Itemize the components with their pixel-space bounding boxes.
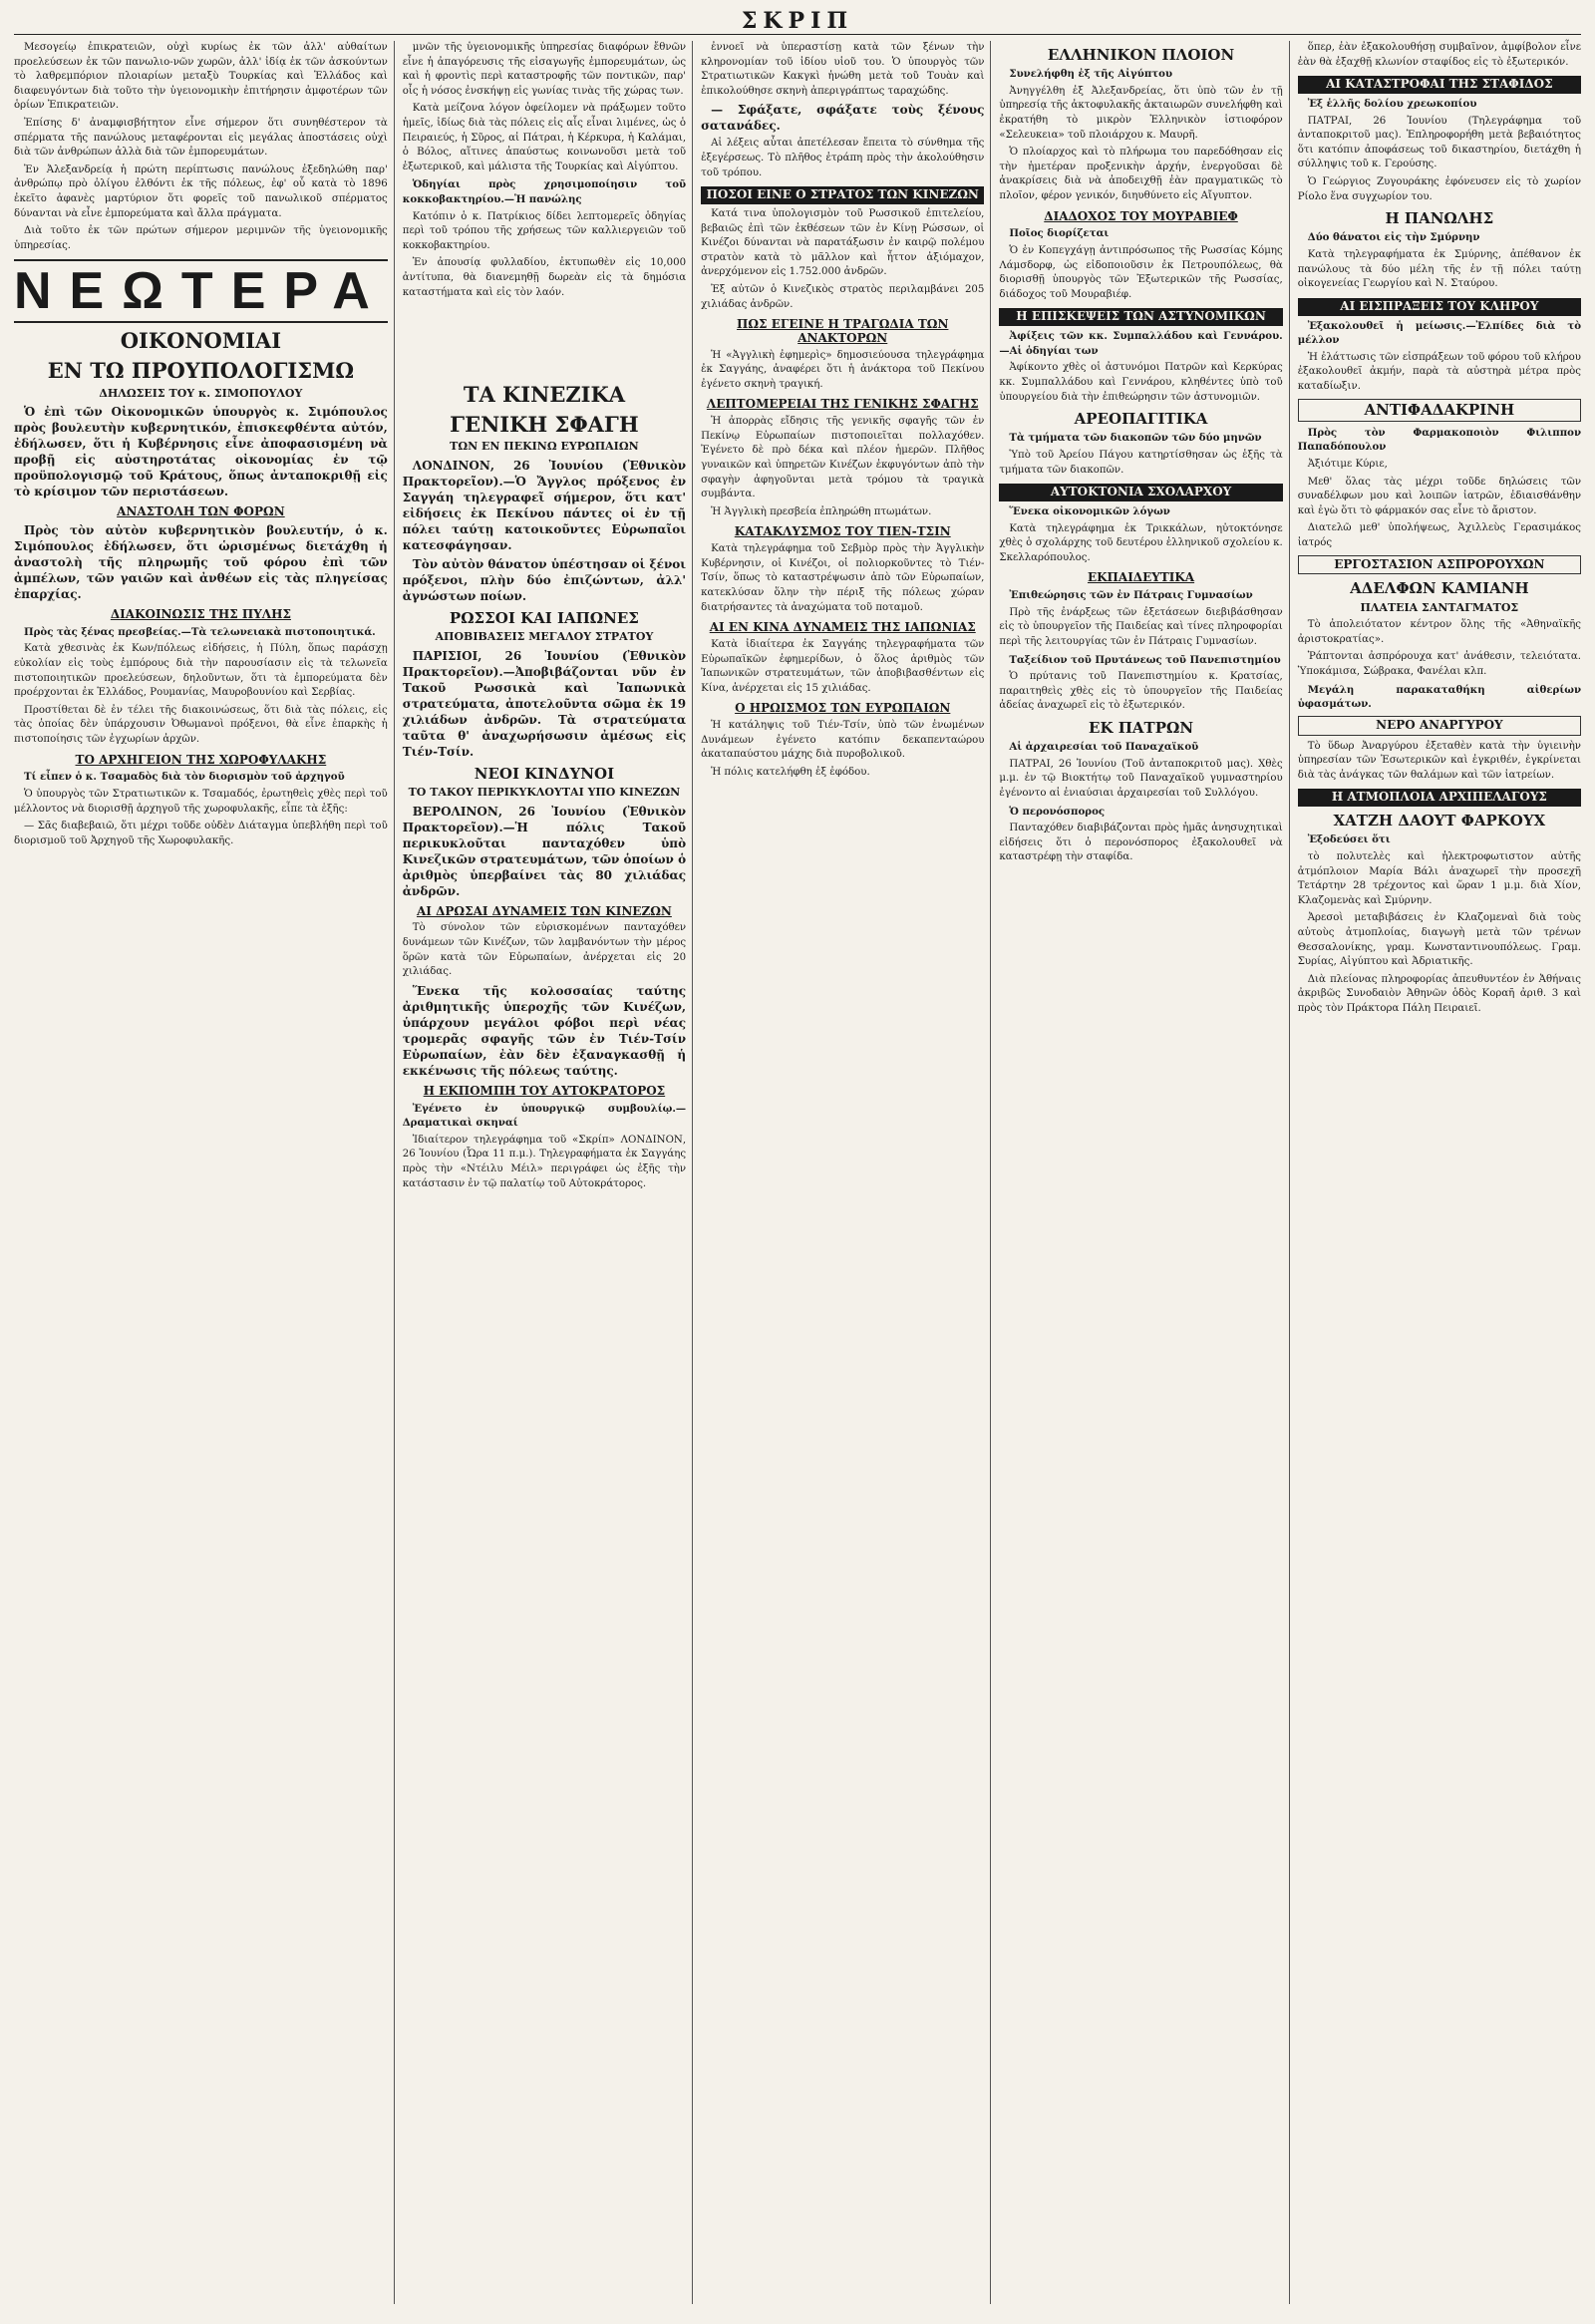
paragraph: Ἀφίξεις τῶν κκ. Συμπαλλάδου καὶ Γεννάρου.—Αἱ ὁδηγίαι των [999,330,1283,357]
paragraph: Κατόπιν ὁ κ. Πατρίκιος δίδει λεπτομερεῖς ὁδηγίας περὶ τοῦ τρόπου τῆς χρήσεως τῶν καλλιεργειῶν τοῦ κοκκοβακτηρίου. [402,210,687,251]
paragraph: Ἡ κατάληψις τοῦ Τιέν-Τσίν, ὑπὸ τῶν ἐνωμένων Δυνάμεων ἐγένετο κατόπιν δεκαπενταώρου ἀκαταπαύστου μάχης διὰ πυροβολικοῦ. [701,720,985,761]
paragraph: Μεθ' ὅλας τὰς μέχρι τοῦδε δηλώσεις τῶν συναδέλφων μου καὶ λοιπῶν ἰατρῶν, ἐδιαισθάνθην καὶ ἐγὼ ὅτι τὸ φάρμακόν σας εἶνε τὸ ἄριστον. [1297,476,1582,516]
paragraph: Ἡ πόλις κατελήφθη ἐξ ἐφόδου. [711,766,870,778]
headline-xatzi: ΧΑΤΖΗ ΔΑΟΥΤ ΦΑΡΚΟΥΧ [1333,812,1546,830]
subheadline-pekino: ΤΩΝ ΕΝ ΠΕΚΙΝΩ ΕΥΡΩΠΑΙΩΝ [450,440,639,454]
paragraph: Μεγάλη παρακαταθήκη αἰθερίων ὑφασμάτων. [1297,683,1582,711]
headline-rwssoi: ΡΩΣΣΟΙ ΚΑΙ ΙΑΠΩΝΕΣ [449,608,639,627]
lead-paragraph: ΛΟΝΔΙΝΟΝ, 26 Ἰουνίου (Ἐθνικὸν Πρακτορεῖον).—Ὁ Ἄγγλος πρόξενος ἐν Σαγγάη τηλεγραφεῖ σήμερον, ὅτι κατ' εἰδήσεις ἐκ Πεκίνου πάντες οἱ ἐν τῇ πόλει ταύτῃ κατοικοῦντες Εὐρωπαῖοι κατεσφάγησαν. [402,458,687,552]
headline-arxigeion: ΤΟ ΑΡΧΗΓΕΙΟΝ ΤΗΣ ΧΩΡΟΦΥΛΑΚΗΣ [75,752,327,767]
paragraph: τὸ πολυτελὲς καὶ ἠλεκτροφωτιστον αὐτῆς ἀτμόπλοιον Μαρία Βάλι ἀναχωρεῖ τὴν προσεχῆ Τετάρτην 28 τρέχοντος καὶ ὥραν 1 μ.μ. διὰ Χίον, Κλαζομενὰς καὶ Σμύρνην. [1297,850,1582,906]
headline-atmoploia: Η ΑΤΜΟΠΛΟΙΑ ΑΡΧΙΠΕΛΑΓΟΥΣ [1298,789,1581,807]
paragraph: Ὁ ἐν Κοπεγχάγῃ ἀντιπρόσωπος τῆς Ρωσσίας Κόμης Λάμσδορφ, ὡς εἰδοποιοῦσιν ἐκ Πετρουπόλεως, θὰ διορισθῇ ὑπουργὸς τῶν Ἐξωτερικῶν τῆς Ρωσσίας, διάδοχος τοῦ Μουραβιέφ. [999,244,1283,300]
headline-anastoli: ΑΝΑΣΤΟΛΗ ΤΩΝ ΦΟΡΩΝ [117,504,285,519]
headline-proypologismo: ΕΝ ΤΩ ΠΡΟΥΠΟΛΟΓΙΣΜΩ [47,358,355,384]
paragraph: ὅπερ, ἐὰν ἐξακολουθήσῃ συμβαῖνον, ἀμφίβολον εἶνε ἐὰν θὰ ἐξαχθῇ κλωνίον σταφίδος εἰς τὸ ἐξωτερικόν. [1297,42,1582,68]
paragraph: Αἱ ἀρχαιρεσίαι τοῦ Παναχαϊκοῦ [1009,741,1199,754]
paragraph: Ἡ Ἀγγλικὴ πρεσβεία ἐπληρώθη πτωμάτων. [711,505,932,517]
paragraph: Ὁ Γεώργιος Ζυγουράκης ἐφόνευσεν εἰς τὸ χωρίον Ρίολο ἕνα συγχωρίον του. [1297,175,1582,202]
headline-ekpaideytika: ΕΚΠΑΙΔΕΥΤΙΚΑ [1087,570,1195,585]
paragraph: Ὑπὸ τοῦ Ἀρείου Πάγου κατηρτίσθησαν ὡς ἑξῆς τὰ τμήματα τῶν διακοπῶν. [999,449,1283,476]
paragraph: Πρὸς τὰς ξένας πρεσβείας.—Τὰ τελωνειακὰ πιστοποιητικά. [24,625,376,638]
headline-ek-patron: ΕΚ ΠΑΤΡΩΝ [1089,718,1194,737]
headline-diakoinosis: ΔΙΑΚΟΙΝΩΣΙΣ ΤΗΣ ΠΥΛΗΣ [110,606,291,621]
paragraph: Αἱ λέξεις αὗται ἀπετέλεσαν ἔπειτα τὸ σύνθημα τῆς ἐξεγέρσεως. Τὸ πλῆθος ἐτράπη πρὸς τὴν ἀκολούθησιν τοῦ τρόπου. [701,138,985,178]
column-2 [403,41,693,2304]
paragraph: μνῶν τῆς ὑγειονομικῆς ὑπηρεσίας διαφόρων ἔθνῶν εἶνε ἡ ἀπαγόρευσις τῆς εἰσαγωγῆς ἐμπορευμάτων, ὡς καὶ ἡ φροντὶς περὶ καταστροφῆς τῶν ποντικῶν, παρ' οἷς ἡ νόσος ἐνσκήψῃ εἰς γωνίας τινὰς τῆς χώρας των. [402,42,687,97]
paragraph: Διὰ πλείονας πληροφορίας ἀπευθυντέον ἐν Ἀθήναις ἀκριβῶς Συνοδαιὸν Ἀθηνῶν ὁδὸς Κοραῆ ἀριθ. 3 καὶ πρὸς τὸν Πράκτορα Πάλη Πειραιεῖ. [1297,973,1582,1014]
headline-areopagitika: ΑΡΕΟΠΑΓΙΤΙΚΑ [1074,410,1208,429]
headline-iapwnia: ΑΙ ΕΝ ΚΙΝΑ ΔΥΝΑΜΕΙΣ ΤΗΣ ΙΑΠΩΝΙΑΣ [709,620,976,635]
lead-paragraph: Ὁ ἐπὶ τῶν Οἰκονομικῶν ὑπουργὸς κ. Σιμόπουλος πρὸς βουλευτὴν κυβερνητικόν, ἐπισκεφθέντα αὐτόν, ἐδήλωσεν, ὅτι ἡ Κυβέρνησις εἶνε ἀποφασισμένη νὰ προβῇ εἰς αὐστηροτάτας οἰκονομίας ἐν τῷ προϋπολογισμῷ τοῦ Κράτους, ὅπως ἀνταποκριθῇ εἰς τὸ κρίσιμον τῶν περιστάσεων. [14,405,388,499]
paragraph: — Σᾶς διαβεβαιῶ, ὅτι μέχρι τοῦδε οὐδὲν Διάταγμα ὑπεβλήθη περὶ τοῦ διορισμοῦ τοῦ Ἀρχηγοῦ τῆς Χωροφυλακῆς. [14,821,388,846]
column-4 [999,41,1289,2304]
paragraph: ΠΑΤΡΑΙ, 26 Ἰουνίου (Τοῦ ἀνταποκριτοῦ μας). Χθὲς μ.μ. ἐν τῷ Βιοκτήτῳ τοῦ Παναχαϊκοῦ γυμναστηρίου ἐγένοντο αἱ ἐνιαύσιαι ἀρχαιρεσίαι τοῦ Συλλόγου. [999,758,1283,799]
headline-kinezika: ΤΑ ΚΙΝΕΖΙΚΑ [463,382,626,408]
paragraph: Ἀξιότιμε Κύριε, [1307,458,1388,470]
paragraph: Πρὸς τὸν Φαρμακοποιὸν Φιλιππον Παπαδόπουλον [1297,426,1582,454]
headline-diadoxos: ΔΙΑΔΟΧΟΣ ΤΟΥ ΜΟΥΡΑΒΙΕΦ [1044,208,1238,223]
headline-neoi-kindynoi: ΝΕΟΙ ΚΙΝΔΥΝΟΙ [474,764,615,783]
paragraph: Ἡ ἀπορρὰς εἴδησις τῆς γενικῆς σφαγῆς τῶν ἐν Πεκίνῳ Εὐρωπαίων πιστοποιεῖται πολλαχόθεν. Ἐγένετο δὲ πρὸ δέκα καὶ πλέον ἡμερῶν. Πλῆθος γυναικῶν καὶ ὑπηρετῶν Κινέζων ἐκφυγόντων ἀπὸ τὴν σφαγὴν ἀφηγοῦνται μετὰ τρόμου τὰ τραγικὰ συμβάντα. [701,416,985,500]
headline-episkepseis: Η ΕΠΙΣΚΕΨΕΙΣ ΤΩΝ ΑΣΤΥΝΟΜΙΚΩΝ [999,308,1282,326]
paragraph: Ὁ πρύτανις τοῦ Πανεπιστημίου κ. Κρατσίας, παραιτηθεὶς χθὲς εἰς τὸ ὑπουργεῖον τῆς Παιδείας ἀδείας ἀναχωρεῖ εἰς τὸ ἐξωτερικόν. [999,671,1283,712]
paragraph: Προστίθεται δὲ ἐν τέλει τῆς διακοινώσεως, ὅτι διὰ τὰς πόλεις, εἰς τὰς ὁποίας δὲν ὑπάρχουσιν Ὀθωμανοὶ πρόξενοι, θὰ εἶνε ἐπαρκὴς ἡ πιστοποίησις τῶν ἐγχωρίων ἀρχῶν. [14,704,388,745]
paragraph: Ἐξοδεύσει ὅτι [1307,833,1391,846]
columns [14,41,1581,2304]
paragraph: Ἐπίσης δ' ἀναμφισβήτητον εἶνε σήμερον ὅτι συνηθέστερον τὰ σπέρματα τῆς πανώλους μεταφέρονται εἰς μεγάλας ἀποστάσεις οὐχὶ διὰ τῶν ἀνθρώπων ἀλλὰ διὰ τῶν ἐμπορευμάτων. [14,117,388,159]
paragraph: Κατὰ τηλεγραφήματα ἐκ Σμύρνης, ἀπέθανον ἐκ πανώλους τὰ δύο μέλη τῆς ἐν τῇ πόλει ταύτῃ οἰκογενείας Γεωργίου καὶ Ν. Σταύρου. [1297,248,1582,290]
lead-paragraph: Τὸν αὐτὸν θάνατον ὑπέστησαν οἱ ξένοι πρόξενοι, πλὴν δύο ἐπιζώντων, ἀλλ' ἀγνώστων ποίων. [402,556,687,603]
paragraph: Πανταχόθεν διαβιβάζονται πρὸς ἡμᾶς ἀνησυχητικαὶ εἰδήσεις ὅτι ὁ περονόσπορος ἐξακολουθεῖ νὰ καταστρέφῃ τὴν σταφίδα. [999,823,1283,863]
subheadline-dilwseis: ΔΗΛΩΣΕΙΣ ΤΟΥ κ. ΣΙΜΟΠΟΥΛΟΥ [99,386,303,400]
subheadline-apovivaseis: ΑΠΟΒΙΒΑΣΕΙΣ ΜΕΓΑΛΟΥ ΣΤΡΑΤΟΥ [435,630,654,644]
headline-elliniko: ΕΛΛΗΝΙΚΟΝ ΠΛΟΙΟΝ [1047,46,1235,64]
headline-ergostasion: ΕΡΓΟΣΤΑΣΙΟΝ ΑΣΠΡΟΡΟΥΧΩΝ [1298,555,1581,575]
paragraph: ΠΑΤΡΑΙ, 26 Ἰουνίου (Τηλεγράφημα τοῦ ἀνταποκριτοῦ μας). Ἐπληροφορήθη μετὰ βεβαιότητος ὅτι κατόπιν ἀποφάσεως τοῦ δικαστηρίου, διετάχθη ἡ σύλληψις τοῦ κ. Γερούσης. [1297,115,1582,170]
paragraph: Πρὸ τῆς ἐνάρξεως τῶν ἐξετάσεων διεβιβάσθησαν εἰς τὸ ὑπουργεῖον τῆς Παιδείας καὶ τίνες πληροφορίαι περὶ τῆς λειτουργίας τῶν ἐν Πάτραις Γυμνασίων. [999,606,1283,647]
paragraph: Τὸ σύνολον τῶν εὑρισκομένων πανταχόθεν δυνάμεων τῶν Κινέζων, τῶν λαμβανόντων τὴν μέρος ὅρῶν κατὰ τῶν Εὐρωπαίων, ἀνέρχεται εἰς 20 χιλιάδας. [402,922,687,978]
masthead: ΣΚΡΙΠ [14,8,1581,35]
paragraph: Ὁ ὑπουργὸς τῶν Στρατιωτικῶν κ. Τσαμαδός, ἐρωτηθεὶς χθὲς περὶ τοῦ μέλλοντος νὰ διορισθῇ ἀρχηγοῦ τῆς χωροφυλακῆς, εἶπε τὰ ἑξῆς: [14,788,388,815]
paragraph: Κατὰ χθεσινὰς ἐκ Κων/πόλεως εἰδήσεις, ἡ Πύλη, ὅπως παράσχῃ εὐκολίαν εἰς τοὺς ἐμπόρους διὰ τὴν παρουσίασιν εἰς τὰ τελωνεῖα πιστοποιητικῶν προελεύσεων, δηλοῦντων, ὅτι τὰ ἐμπορεύματα δὲν προέρχονται ἐκ Ἑλλάδος, Ρουμανίας, Μαυροβουνίου καὶ Σερβίας. [14,643,388,699]
headline-pws-egine: ΠΩΣ ΕΓΕΙΝΕ Η ΤΡΑΓΩΔΙΑ ΤΩΝ ΑΝΑΚΤΟΡΩΝ [737,317,949,345]
paragraph: Κατὰ τηλεγράφημα ἐκ Τρικκάλων, ηὐτοκτόνησε χθὲς ὁ σχολάρχης τοῦ δευτέρου ἑλληνικοῦ σχολείου κ. Σκελλαρόπουλος. [999,522,1283,563]
headline-irwismos: Ο ΗΡΩΙΣΜΟΣ ΤΩΝ ΕΥΡΩΠΑΙΩΝ [735,701,951,716]
section-banner-neotera: ΝΕΩΤΕΡΑ [14,259,388,323]
headline-aytoktonia: ΑΥΤΟΚΤΟΝΙΑ ΣΧΟΛΑΡΧΟΥ [999,484,1282,501]
paragraph: Ἕνεκα οἰκονομικῶν λόγων [1009,504,1170,517]
subheadline-plateia: ΠΛΑΤΕΙΑ ΣΑΝΤΑΓΜΑΤΟΣ [1360,600,1519,614]
paragraph: Ἐγένετο ἐν ὑπουργικῷ συμβουλίῳ.—Δραματικαὶ σκηναί [402,1102,687,1130]
paragraph: Ῥάπτονται ἀσπρόρουχα κατ' ἀνάθεσιν, τελειότατα. Ὑποκάμισα, Σώβρακα, Φανέλαι κλπ. [1297,651,1582,677]
headline-droseis: ΑΙ ΔΡΩΣΑΙ ΔΥΝΑΜΕΙΣ ΤΩΝ ΚΙΝΕΖΩΝ [416,903,672,918]
paragraph: Ἰδιαίτερον τηλεγράφημα τοῦ «Σκρίπ» ΛΟΝΔΙΝΟΝ, 26 Ἰουνίου (Ὦρα 11 π.μ.). Τηλεγραφήματα ἐκ Σαγγάης πρὸς τὴν «Ντέιλυ Μέιλ» περιγράφει ὡς ἑξῆς τὴν κατάστασιν ἐν τῷ παλατίῳ τοῦ Αὐτοκράτορος. [402,1134,687,1189]
headline-katastrofai: ΑΙ ΚΑΤΑΣΤΡΟΦΑΙ ΤΗΣ ΣΤΑΦΙΔΟΣ [1298,76,1581,94]
paragraph: Ἐξ ἑλλῆς δολίου χρεωκοπίου [1307,97,1477,110]
headline-i-panolis: Η ΠΑΝΩΛΗΣ [1385,209,1494,228]
paragraph: Τί εἶπεν ὁ κ. Τσαμαδὸς διὰ τὸν διορισμὸν τοῦ ἀρχηγοῦ [24,771,345,784]
paragraph: Ἐν ἀπουσίᾳ φυλλαδίου, ἐκτυπωθὲν εἰς 10,000 ἀντίτυπα, θὰ διανεμηθῇ δωρεὰν εἰς τὰ δημόσια καταστήματα καὶ εἰς τὸν λαόν. [402,257,687,298]
headline-antifadakrini: ΑΝΤΙΦΑΔΑΚΡΙΝΗ [1298,399,1581,422]
headline-ekpompi: Η ΕΚΠΟΜΠΗ ΤΟΥ ΑΥΤΟΚΡΑΤΟΡΟΣ [423,1083,666,1098]
column-5 [1298,41,1581,2304]
headline-nero: ΝΕΡΟ ΑΝΑΡΓΥΡΟΥ [1298,716,1581,736]
paragraph: Κατά τινα ὑπολογισμὸν τοῦ Ρωσσικοῦ ἐπιτελείου, βεβαιῶς ἐπὶ τῶν ἐκθέσεων τῶν ἐν Κίνῃ Ρώσσων, οἱ Κινέζοι δύνανται νὰ παρατάξωσιν ἐν καιρῷ πολέμου στρατὸν κατὰ τὸ μᾶλλον καὶ ἧττον ἀξιόμαχον, ἀνερχόμενον εἰς 1.752.000 ἀνδρῶν. [701,207,985,278]
paragraph: Συνελήφθη ἐξ τῆς Αἰγύπτου [1009,68,1173,81]
paragraph: Ὁ πλοίαρχος καὶ τὸ πλήρωμα του παρεδόθησαν εἰς τὴν ἡμετέραν προξενικὴν ἀρχήν, ἐνεργοῦσαι δὲ ἀνακρίσεις διὰ νὰ ἀποδειχθῇ ἐὰν πραγματικῶς τὸ πλοῖον, φέρον γενικόν, διηυθύνετο εἰς Αἴγυπτον. [999,147,1283,201]
paragraph: Κατὰ ἰδιαίτερα ἐκ Σαγγάης τηλεγραφήματα τῶν Εὐρωπαϊκῶν ἐφημερίδων, ὁ ὅλος ἀριθμὸς τῶν Ἰαπωνικῶν στρατευμάτων, τῶν ἀποβιβασθέντων εἰς Κίνα, ἀνέρχεται εἰς 15 χιλιάδας. [701,639,985,694]
column-1 [14,41,395,2304]
paragraph: Ἀνηγγέλθη ἐξ Ἀλεξανδρείας, ὅτι ὑπὸ τῶν ἐν τῇ ὑπηρεσίᾳ τῆς ἀκτοφυλακῆς ἀκταιωρῶν συνελήφθη καὶ ἐκρατήθη τὸ μικρὸν Ἑλληνικὸν ἱστιοφόρον «Σελευκεια» τοῦ πλοιάρχου κ. Μαυρῆ. [999,85,1283,141]
paragraph: Ἡ ἐλάττωσις τῶν εἰσπράξεων τοῦ φόρου τοῦ κλήρου ἐξακολουθεῖ ἀκμήν, παρὰ τὰ αὐστηρὰ μέτρα πρὸς καταδίωξιν. [1297,351,1582,392]
paragraph: Ἀφίκοντο χθὲς οἱ ἀστυνόμοι Πατρῶν καὶ Κερκύρας κκ. Συμπαλλάδου καὶ Γεννάρου, κληθέντες ὑπὸ τοῦ ὑπουργείου διὰ τὴν ἐπιθεώρησιν τῶν ἀστυνομιῶν. [999,362,1283,403]
paragraph: Κατὰ μείζονα λόγον ὀφείλομεν νὰ πράξωμεν τοῦτο ἡμεῖς, ἰδίως διὰ τὰς πόλεις εἰς αἷς εἶναι λιμένες, ὡς ὁ Πειραιεύς, ἡ Σῦρος, αἱ Πάτραι, ἡ Κέρκυρα, ἡ Καλάμαι, ὁ Βόλος, αἵτινες ἀπαύστως κοινωνοῦσι μετὰ τοῦ ἐξωτερικοῦ, καὶ μάλιστα τῆς Τουρκίας καὶ Αἰγύπτου. [402,103,687,172]
headline-leptomereiai: ΛΕΠΤΟΜΕΡΕΙΑΙ ΤΗΣ ΓΕΝΙΚΗΣ ΣΦΑΓΗΣ [706,397,979,412]
paragraph: Τὰ τμήματα τῶν διακοπῶν τῶν δύο μηνῶν [1009,432,1262,445]
paragraph: Ἡ «Ἀγγλικὴ ἐφημερὶς» δημοσιεύουσα τηλεγράφημα ἐκ Σαγγάης, ἀναφέρει ὅτι ἡ ἀνάκτορα τοῦ Πεκίνου ἐγένετο σκηνὴ τραγική. [701,349,985,390]
lead-paragraph: ΠΑΡΙΣΙΟΙ, 26 Ἰουνίου (Ἐθνικὸν Πρακτορεῖον).—Ἀποβιβάζονται νῦν ἐν Τακοῦ Ρωσσικὰ καὶ Ἰαπωνικὰ στρατεύματα, ἀποτελοῦντα σῶμα ἐκ 19 χιλιάδων ἀνδρῶν. Τὰ στρατεύματα ταῦτα θ' ἀναχωρήσωσιν ἀμέσως εἰς Τιέν-Τσίν. [402,648,687,759]
headline-geniki-sfagi: ΓΕΝΙΚΗ ΣΦΑΓΗ [450,412,639,438]
paragraph: Ὁ περονόσπορος [1009,805,1106,818]
paragraph: Ἀρεσοὶ μεταβιβάσεις ἐν Κλαζομεναὶ διὰ τοὺς αὐτοὺς ἀτμοπλοίας, διαγωγὴ μετὰ τῶν τρένων Θεσσαλονίκης, γραμ. Κωνσταντινουπόλεως. Γραμ. Συρίας, Αἰγύπτου καὶ Ἀδριατικῆς. [1297,912,1582,968]
paragraph: Τὸ ὕδωρ Ἀναργύρου ἐξεταθὲν κατὰ τὴν ὑγιεινὴν ὑπηρεσίαν τῶν Ἐσωτερικῶν καὶ ἐγκριθέν, ἐγκρίνεται διὰ τὰς ἀνάγκας τῶν θαλάμων καὶ τῶν ἰατρείων. [1297,740,1582,781]
lead-paragraph: — Σφάξατε, σφάξατε τοὺς ξένους σατανάδες. [701,103,985,134]
column-3 [701,41,991,2304]
paragraph: Διὰ τοῦτο ἐκ τῶν πρώτων σήμερον μεριμνῶν τῆς ὑγειονομικῆς ὑπηρεσίας. [14,225,388,251]
headline-posoi: ΠΟΣΟΙ ΕΙΝΕ Ο ΣΤΡΑΤΟΣ ΤΩΝ ΚΙΝΕΖΩΝ [701,186,984,204]
paragraph: Ὁδηγίαι πρὸς χρησιμοποίησιν τοῦ κοκκοβακτηρίου.—Ἡ πανώλης [402,178,687,205]
paragraph: ἐννοεῖ νὰ ὑπεραστίσῃ κατὰ τῶν ξένων τὴν κληρονομίαν τοῦ ἰδίου υἱοῦ του. Ὁ ὑπουργὸς τῶν Στρατιωτικῶν Κακγκὶ ἡνώθη μετὰ τοῦ Τουὰν καὶ ἐπικολούθησε σκηνὴ ἀπεριγράπτως ταραχώδης. [701,42,985,97]
paragraph: Ποῖος διορίζεται [1009,227,1110,240]
subheadline-takou: ΤΟ ΤΑΚΟΥ ΠΕΡΙΚΥΚΛΟΥΤΑΙ ΥΠΟ ΚΙΝΕΖΩΝ [408,786,681,800]
lead-paragraph: Ἕνεκα τῆς κολοσσαίας ταύτης ἀριθμητικῆς ὑπεροχῆς τῶν Κινέζων, ὑπάρχουν μεγάλοι φόβοι περὶ νέας τρομερᾶς σφαγῆς τῶν ἐν Τιέν-Τσίν Εὐρωπαίων, ἐὰν δὲν ἐξαναγκασθῇ ἡ εκκένωσις τῆς πόλεως ταύτης. [402,983,687,1078]
paragraph: Μεσογείῳ ἐπικρατειῶν, οὐχὶ κυρίως ἐκ τῶν ἀλλ' αὐθαίτων προελεύσεων ἐκ τῶν πανωλιο-νῶν χωρῶν, ἀλλ' ἰδίᾳ ἐκ τῶν ἀσκούντων τὸ λαθρεμπόριον πλοιαρίων μεταξὺ Τουρκίας καὶ Ἑλλάδος καὶ διαφευγόντων διὰ τοῦτο τὴν ὑγειονομικὴν ἐπιτήρησιν ἀμφοτέρων τῶν ὁρίων Ἐπικρατειῶν. [14,42,388,112]
paragraph: Ἐπιθεώρησις τῶν ἐν Πάτραις Γυμνασίων [1009,589,1253,602]
paragraph: Ἐξ αὐτῶν ὁ Κινεζικὸς στρατὸς περιλαμβάνει 205 χιλιάδας ἀνδρῶν. [701,283,985,310]
paragraph: Ἐξακολουθεῖ ἡ μείωσις.—Ἐλπίδες διὰ τὸ μέλλον [1297,319,1582,347]
headline-eisprakseis: ΑΙ ΕΙΣΠΡΑΞΕΙΣ ΤΟΥ ΚΛΗΡΟΥ [1298,298,1581,316]
lead-paragraph: Πρὸς τὸν αὐτὸν κυβερνητικὸν βουλευτήν, ὁ κ. Σιμόπουλος ἐδήλωσεν, ὅτι ὡρισμένως διετάχθη ἡ ἀναστολὴ τῆς πληρωμῆς τοῦ φόρου ἐπὶ τῶν ἀμπέλων, τῶν γαιῶν καὶ ἀνθέων εἰς τὰς πληγείσας ἐπαρχίας. [14,522,388,601]
paragraph: Κατὰ τηλεγράφημα τοῦ Σεβμὸρ πρὸς τὴν Ἀγγλικὴν Κυβέρνησιν, οἱ Κινέζοι, οἱ πολιορκοῦντες τὸ Τιέν-Τσίν, ὅπως τὸ καταστρέψωσιν ἀπὸ τῶν Εὐρωπαίων, κατεκλύσαν ὅλην τὴν πέριξ τῆς πόλεως χώραν διατρήσαντες τὰ ἀναχώματα τοῦ ποταμοῦ. [701,543,985,613]
headline-oikonomiai: ΟΙΚΟΝΟΜΙΑΙ [120,328,282,354]
headline-katakleismos: ΚΑΤΑΚΛΥΣΜΟΣ ΤΟΥ ΤΙΕΝ-ΤΣΙΝ [734,524,951,539]
paragraph: Ἐν Ἀλεξανδρείᾳ ἡ πρώτη περίπτωσις πανώλους ἐξεδηλώθη παρ' ἀνθρώπῳ πρὸ ὀλίγου ἐλθόντι ἐκ τῆς πόλεως, ἐφ' οὗ κατὰ τὸ 1896 ἐκεῖτο ἀφανὲς μαρτύριον ὅτι φορεῖς τοῦ πανωλικοῦ σπέρματος δύνανται νὰ εἶνε ἐμπορεύματα καὶ ἄλλα πράγματα. [14,164,388,219]
spacer [403,303,686,377]
paragraph: Ταξείδιον τοῦ Πρυτάνεως τοῦ Πανεπιστημίου [1009,653,1281,666]
paragraph: Τὸ ἀπολειότατον κέντρον ὅλης τῆς «Ἀθηναϊκῆς ἀριστοκρατίας». [1297,619,1582,645]
lead-paragraph: ΒΕΡΟΛΙΝΟΝ, 26 Ἰουνίου (Ἐθνικὸν Πρακτορεῖον).—Ἡ πόλις Τακοῦ περικυκλοῦται πανταχόθεν ὑπὸ Κινεζικῶν στρατευμάτων, τῶν ὁποίων ὁ ἀριθμὸς ὑπερβαίνει τὰς 80 χιλιάδας ἀνδρῶν. [402,804,687,898]
paragraph: Διατελῶ μεθ' ὑπολήψεως, Ἀχιλλεὺς Γερασιμάκος ἰατρός [1297,522,1582,548]
headline-adelfon: ΑΔΕΛΦΩΝ ΚΑΜΙΑΝΗ [1350,579,1529,598]
paragraph: Δύο θάνατοι εἰς τὴν Σμύρνην [1307,231,1480,244]
